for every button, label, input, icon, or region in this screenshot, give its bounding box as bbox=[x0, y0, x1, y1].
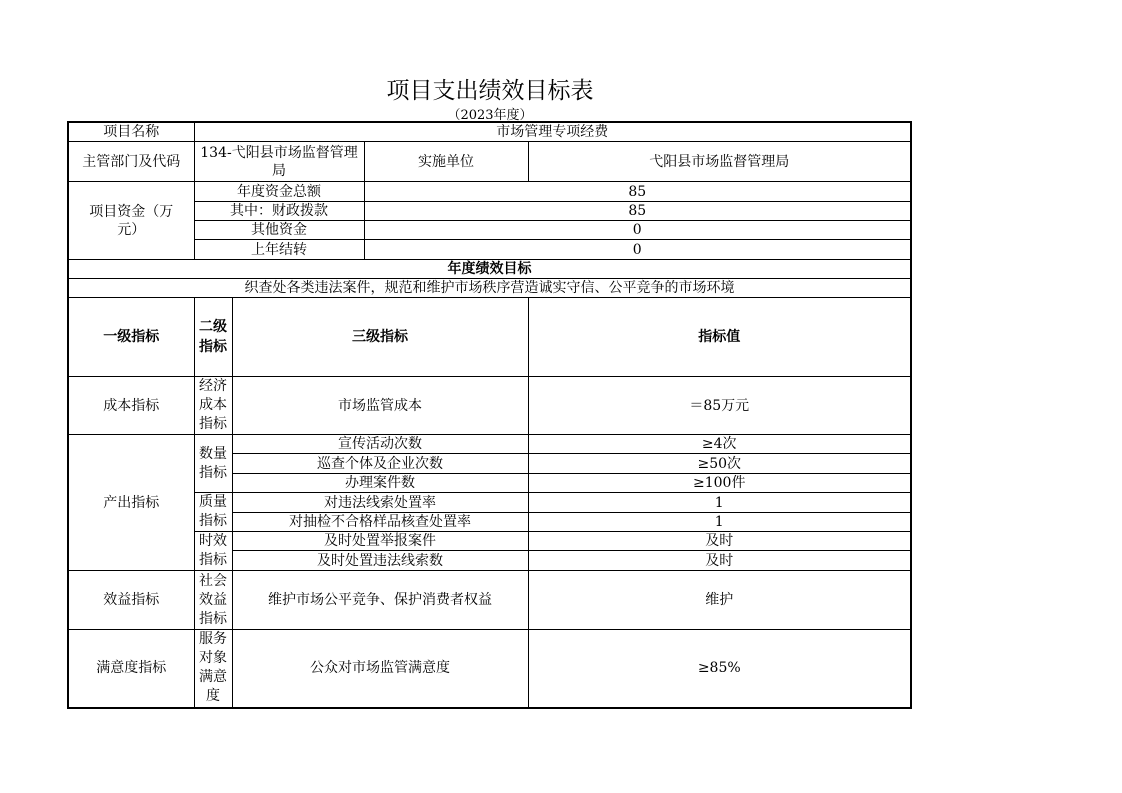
quantity-item-level3: 办理案件数 bbox=[232, 474, 528, 493]
header-value: 指标值 bbox=[528, 298, 911, 377]
annual-goal-heading: 年度绩效目标 bbox=[68, 260, 911, 279]
header-level3: 三级指标 bbox=[232, 298, 528, 377]
cost-level3: 市场监管成本 bbox=[232, 377, 528, 435]
benefit-value: 维护 bbox=[528, 571, 911, 630]
quality-item-level3: 对抽检不合格样品核查处置率 bbox=[232, 513, 528, 532]
funds-total-value: 85 bbox=[364, 182, 911, 202]
funds-other-label: 其他资金 bbox=[194, 221, 364, 240]
funds-other-value: 0 bbox=[364, 221, 911, 240]
timeliness-item-level3: 及时处置违法线索数 bbox=[232, 551, 528, 571]
funds-fiscal-label: 其中：财政拨款 bbox=[194, 202, 364, 221]
funds-fiscal-value: 85 bbox=[364, 202, 911, 221]
impl-value: 弋阳县市场监督管理局 bbox=[528, 142, 911, 182]
funds-label: 项目资金（万元） bbox=[68, 182, 194, 260]
timeliness-item-level3: 及时处置举报案件 bbox=[232, 532, 528, 551]
cost-level2: 经济成本指标 bbox=[194, 377, 232, 435]
cost-level1: 成本指标 bbox=[68, 377, 194, 435]
quantity-item-value: ≥4次 bbox=[528, 435, 911, 454]
quantity-level2: 数量指标 bbox=[194, 435, 232, 493]
project-name-label: 项目名称 bbox=[68, 122, 194, 142]
satisfaction-value: ≥85% bbox=[528, 630, 911, 708]
performance-table bbox=[67, 121, 912, 709]
quantity-item-value: ≥100件 bbox=[528, 474, 911, 493]
quantity-item-level3: 巡查个体及企业次数 bbox=[232, 454, 528, 474]
quantity-item-value: ≥50次 bbox=[528, 454, 911, 474]
impl-label: 实施单位 bbox=[364, 142, 528, 182]
dept-value: 134-弋阳县市场监督管理局 bbox=[194, 142, 364, 182]
timeliness-item-value: 及时 bbox=[528, 532, 911, 551]
quality-item-value: 1 bbox=[528, 513, 911, 532]
benefit-level2: 社会效益指标 bbox=[194, 571, 232, 630]
annual-goal-text: 织查处各类违法案件，规范和维护市场秩序营造诚实守信、公平竞争的市场环境 bbox=[68, 279, 911, 298]
quality-item-level3: 对违法线索处置率 bbox=[232, 493, 528, 513]
timeliness-item-value: 及时 bbox=[528, 551, 911, 571]
satisfaction-level1: 满意度指标 bbox=[68, 630, 194, 708]
timeliness-level2: 时效指标 bbox=[194, 532, 232, 571]
output-level1: 产出指标 bbox=[68, 435, 194, 571]
funds-total-label: 年度资金总额 bbox=[194, 182, 364, 202]
page-subtitle: （2023年度） bbox=[447, 108, 533, 123]
funds-carryover-value: 0 bbox=[364, 240, 911, 260]
quantity-item-level3: 宣传活动次数 bbox=[232, 435, 528, 454]
header-level1: 一级指标 bbox=[68, 298, 194, 377]
satisfaction-level2: 服务对象满意度 bbox=[194, 630, 232, 708]
dept-label: 主管部门及代码 bbox=[68, 142, 194, 182]
benefit-level1: 效益指标 bbox=[68, 571, 194, 630]
quality-level2: 质量指标 bbox=[194, 493, 232, 532]
page-title: 项目支出绩效目标表 bbox=[386, 78, 594, 104]
satisfaction-level3: 公众对市场监管满意度 bbox=[232, 630, 528, 708]
cost-value: ＝85万元 bbox=[528, 377, 911, 435]
benefit-level3: 维护市场公平竞争、保护消费者权益 bbox=[232, 571, 528, 630]
header-level2: 二级指标 bbox=[194, 298, 232, 377]
project-name-value: 市场管理专项经费 bbox=[194, 122, 911, 142]
funds-carryover-label: 上年结转 bbox=[194, 240, 364, 260]
quality-item-value: 1 bbox=[528, 493, 911, 513]
